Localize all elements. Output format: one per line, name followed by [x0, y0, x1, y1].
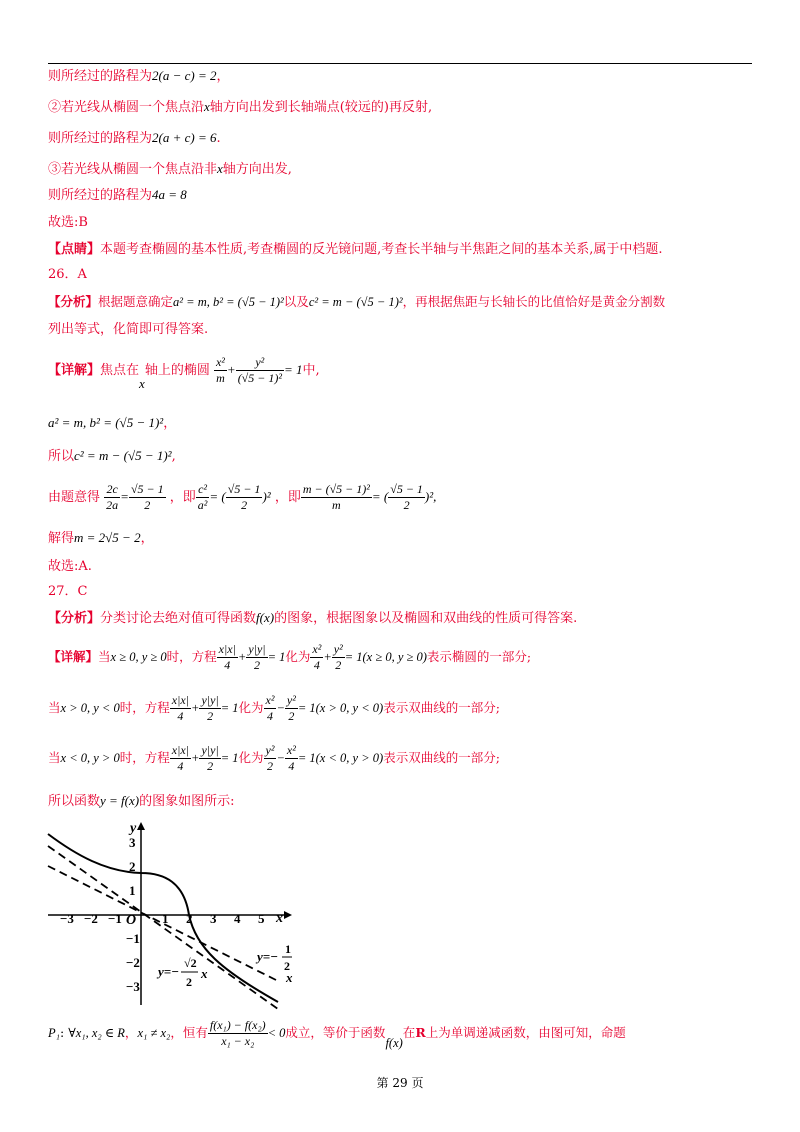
operator: )²,	[424, 489, 437, 504]
text: 中,	[302, 363, 320, 378]
text: ，即	[169, 490, 196, 505]
formula: c² = m − (√5 − 1)²	[308, 295, 403, 309]
formula: = 1	[297, 701, 316, 715]
formula: (x > 0, y < 0)	[315, 701, 384, 715]
text-line	[48, 529, 154, 548]
formula: = 1(x ≥ 0, y ≥ 0)	[344, 650, 427, 664]
numerator: √5 − 1	[130, 482, 164, 496]
formula: m = 2√5 − 2	[74, 530, 141, 545]
formula: 2(a − c) = 2	[152, 68, 217, 83]
fraction	[264, 693, 277, 724]
numerator: x|x|	[171, 693, 189, 707]
numerator: y²	[333, 642, 343, 656]
detail-tag: 【详解】	[48, 649, 99, 664]
text: 故选:A.	[48, 559, 92, 574]
x-axis-label: x	[276, 911, 283, 926]
numerator: y²	[286, 693, 296, 707]
text: 当	[48, 700, 61, 715]
numerator: x|x|	[218, 642, 236, 656]
fraction	[208, 1018, 268, 1049]
denominator: 2	[335, 658, 342, 672]
text-line	[48, 558, 92, 576]
text: 27．C	[48, 584, 88, 599]
y-tick-label: 3	[129, 835, 136, 850]
x-tick-label: 4	[234, 911, 241, 926]
text-line	[48, 67, 230, 86]
operator: = (	[209, 489, 226, 504]
fraction	[332, 642, 345, 673]
text: 故选:B	[48, 215, 88, 230]
denominator: 4	[224, 658, 231, 672]
text: ，恒有	[170, 1025, 208, 1040]
denominator: (√5 − 1)²	[237, 371, 282, 385]
text: ②若光线从椭圆一个焦点沿	[48, 100, 205, 115]
formula: x	[204, 99, 210, 114]
denominator: 2	[403, 498, 410, 512]
text: 的图象，根据图象以及椭圆和双曲线的性质可得答案.	[274, 611, 578, 626]
text: :	[59, 1025, 65, 1040]
formula: < 0	[267, 1026, 286, 1040]
formula: 4a = 8	[152, 187, 187, 202]
formula: = 1	[283, 362, 303, 377]
analysis-tag: 【分析】	[48, 611, 101, 626]
asymptote-label: y=−	[158, 964, 180, 979]
y-tick-label: 1	[129, 883, 136, 898]
fraction	[196, 482, 210, 513]
numerator: √5 − 1	[390, 482, 423, 496]
formula: a² = m, b² = (√5 − 1)²	[173, 295, 284, 309]
text-line	[48, 738, 500, 778]
formula: x	[139, 376, 145, 391]
operator: )²	[262, 489, 271, 504]
formula: = 1	[220, 701, 239, 715]
x-tick-label: 5	[258, 911, 265, 926]
question-number	[48, 266, 87, 284]
text: 化为	[238, 750, 264, 765]
text-line	[48, 688, 500, 728]
x-tick-label: −2	[84, 911, 98, 926]
fraction	[170, 743, 191, 774]
fraction	[199, 693, 220, 724]
text: 化为	[238, 700, 264, 715]
x-axis-arrow	[284, 911, 292, 919]
text: 上为单调递减函数，由图可知，命题	[425, 1025, 626, 1040]
asymptote-label-den: 2	[284, 959, 290, 973]
formula: a² = m, b² = (√5 − 1)²	[48, 415, 164, 430]
text: 的图象如图所示:	[139, 794, 235, 809]
text: 则所经过的路程为	[48, 131, 153, 146]
text: 时，方程	[119, 750, 170, 765]
fraction	[226, 482, 263, 513]
fraction	[129, 482, 166, 513]
x-tick-label: −3	[60, 911, 74, 926]
fraction	[246, 642, 267, 673]
text: 化为	[285, 649, 311, 664]
denominator: m	[216, 371, 225, 385]
denominator: 4	[288, 759, 295, 773]
formula: x ≥ 0, y ≥ 0	[110, 650, 167, 664]
y-tick-label: −2	[126, 955, 140, 970]
formula: (x < 0, y > 0)	[315, 751, 384, 765]
denominator: 4	[177, 709, 184, 723]
numerator: f(x₁) − f(x₂)	[209, 1018, 266, 1032]
numerator: m − (√5 − 1)²	[302, 482, 370, 496]
denominator: a²	[197, 498, 208, 512]
denominator: 2	[207, 759, 214, 773]
numerator: x|x|	[171, 743, 189, 757]
y-tick-label: −1	[126, 931, 140, 946]
asymptote-label-num: 1	[285, 942, 291, 956]
denominator: 4	[177, 759, 184, 773]
numerator: 2c	[104, 482, 120, 498]
text: ，	[216, 69, 230, 84]
analysis-tag: 【分析】	[48, 294, 99, 309]
text-line	[48, 792, 235, 811]
y-tick-label: 2	[129, 859, 136, 874]
x-tick-label: −1	[108, 911, 122, 926]
fraction	[264, 743, 277, 774]
text: ，再根据焦距与长轴长的比值恰好是黄金分割数	[402, 294, 666, 309]
text: 则所经过的路程为	[48, 69, 153, 84]
text: 成立，等价于函数	[285, 1025, 386, 1040]
text-line	[48, 129, 221, 148]
fraction	[388, 482, 425, 513]
operator: −	[276, 751, 285, 765]
asymptote-sqrt2-over-2	[48, 846, 278, 1009]
formula: = 1	[267, 650, 286, 664]
formula: y = f(x)	[100, 793, 140, 808]
text-line	[48, 241, 663, 259]
text: 焦点在	[100, 363, 140, 378]
text: 轴方向出发到长轴端点(较远的)再反射,	[209, 100, 433, 115]
text: 当	[48, 750, 61, 765]
formula: = 1	[220, 751, 239, 765]
text: .	[216, 131, 221, 146]
denominator: 2	[144, 498, 151, 512]
text: 解得	[48, 531, 75, 546]
text: 表示椭圆的一部分;	[426, 649, 532, 664]
detail-tag: 【详解】	[48, 363, 101, 378]
text-line	[48, 186, 187, 205]
fraction	[170, 693, 191, 724]
x-tick-label: 1	[162, 911, 169, 926]
fraction	[301, 482, 372, 513]
numerator: x²	[215, 355, 225, 369]
denominator: m	[332, 498, 341, 512]
y-tick-label: −3	[126, 979, 140, 994]
denominator: 4	[313, 658, 320, 672]
asymptote-label: y=−	[257, 949, 279, 964]
denominator: 2	[207, 709, 214, 723]
fraction	[214, 355, 227, 386]
text: 轴方向出发,	[222, 162, 292, 177]
page-footer: 第 29 页	[376, 1076, 424, 1090]
denominator: 2	[241, 498, 248, 512]
operator: +	[191, 751, 200, 765]
fraction	[285, 743, 298, 774]
denominator: 2	[253, 658, 260, 672]
text-line	[48, 214, 88, 232]
fraction	[217, 642, 238, 673]
text-line	[48, 414, 176, 433]
formula: x < 0, y > 0	[60, 751, 120, 765]
text: R	[415, 1025, 426, 1040]
formula: P₁	[48, 1026, 60, 1040]
operator: +	[323, 650, 332, 664]
text: ，	[140, 531, 154, 546]
denominator: x₁ − x₂	[221, 1034, 255, 1048]
y-axis-arrow	[137, 822, 145, 830]
text-line	[48, 293, 665, 311]
asymptote-label-den: 2	[186, 975, 192, 989]
text: 所以	[48, 449, 75, 464]
numerator: x²	[312, 642, 322, 656]
text-line	[48, 98, 432, 117]
operator: = (	[371, 489, 389, 504]
operator: +	[237, 650, 247, 664]
text: 分类讨论去绝对值可得函数	[100, 611, 257, 626]
asymptote-label-var: x	[201, 966, 208, 981]
text: 时，方程	[166, 649, 217, 664]
text: 由题意得	[48, 490, 101, 505]
formula: ∀x₁, x₂ ∈ R	[68, 1026, 125, 1040]
question-number	[48, 583, 88, 601]
text: 当	[98, 649, 111, 664]
text: 表示双曲线的一部分;	[383, 750, 500, 765]
fraction	[310, 642, 323, 673]
denominator: 4	[266, 709, 273, 723]
text-line: P₁: ∀x₁, x₂ ∈ R，x₁ ≠ x₂，恒有 $\frac{\text{f(x₁) − f(x₂)}}{\text{x₁ − x₂}}$ < 0成立，等价于函数f(x)在R上为单调递减函数，由图可知，命题	[48, 1018, 626, 1050]
text-line	[48, 352, 320, 389]
numerator: y|y|	[201, 743, 219, 757]
asymptote-label-num: √2	[184, 956, 197, 970]
numerator: √5 − 1	[227, 482, 261, 496]
text: 本题考查椭圆的基本性质,考查椭圆的反光镜问题,考查长半轴与半焦距之间的基本关系,属于中档题.	[100, 242, 663, 257]
asymptote-label-var: x	[286, 970, 293, 985]
numerator: y|y|	[248, 642, 266, 656]
text: ,	[171, 449, 176, 464]
header-rule	[48, 63, 752, 64]
text: 表示双曲线的一部分;	[383, 700, 500, 715]
operator: +	[191, 701, 200, 715]
denominator: 2a	[106, 498, 119, 512]
comment-tag: 【点睛】	[48, 242, 101, 257]
denominator: 2	[266, 759, 273, 773]
text: 以及	[283, 294, 309, 309]
text: 所以函数	[48, 794, 101, 809]
text-line	[48, 321, 208, 339]
fraction	[104, 482, 120, 513]
origin-label: O	[126, 913, 137, 928]
text-line	[48, 609, 577, 628]
operator: =	[120, 489, 129, 504]
numerator: x²	[286, 743, 296, 757]
formula: x₁ ≠ x₂	[137, 1026, 171, 1040]
fraction	[285, 693, 298, 724]
numerator: x²	[265, 693, 275, 707]
text: ，即	[274, 490, 301, 505]
numerator: y|y|	[201, 693, 219, 707]
text-line	[48, 637, 531, 677]
numerator: c²	[196, 482, 210, 498]
text: ，	[163, 416, 177, 431]
text: 轴上的椭圆	[144, 363, 210, 378]
text: 26．A	[48, 267, 87, 282]
text: ③若光线从椭圆一个焦点沿非	[48, 162, 218, 177]
numerator: y²	[265, 743, 275, 757]
formula: x	[217, 161, 223, 176]
text: 列出等式，化简即可得答案.	[48, 322, 209, 337]
text-line	[48, 447, 176, 466]
formula: c² = m − (√5 − 1)²	[74, 448, 172, 463]
text: 则所经过的路程为	[48, 188, 153, 203]
operator: +	[226, 362, 236, 377]
fraction	[199, 743, 220, 774]
formula: x > 0, y < 0	[60, 701, 120, 715]
fraction	[236, 355, 284, 386]
operator: −	[276, 701, 285, 715]
x-tick-label: 2	[186, 911, 193, 926]
text: 根据题意确定	[98, 294, 174, 309]
x-tick-label: 3	[210, 911, 217, 926]
text-line	[48, 477, 436, 518]
formula: 2(a + c) = 6	[152, 130, 217, 145]
y-axis-label: y	[130, 821, 137, 836]
formula: = 1	[297, 751, 316, 765]
function-graph	[46, 820, 296, 1010]
text: 时，方程	[119, 700, 170, 715]
formula: f(x)	[256, 610, 275, 625]
denominator: 2	[288, 709, 295, 723]
formula: f(x)	[385, 1036, 403, 1050]
text-line	[48, 160, 292, 179]
text: 在	[402, 1025, 416, 1040]
numerator: y²	[236, 355, 284, 371]
